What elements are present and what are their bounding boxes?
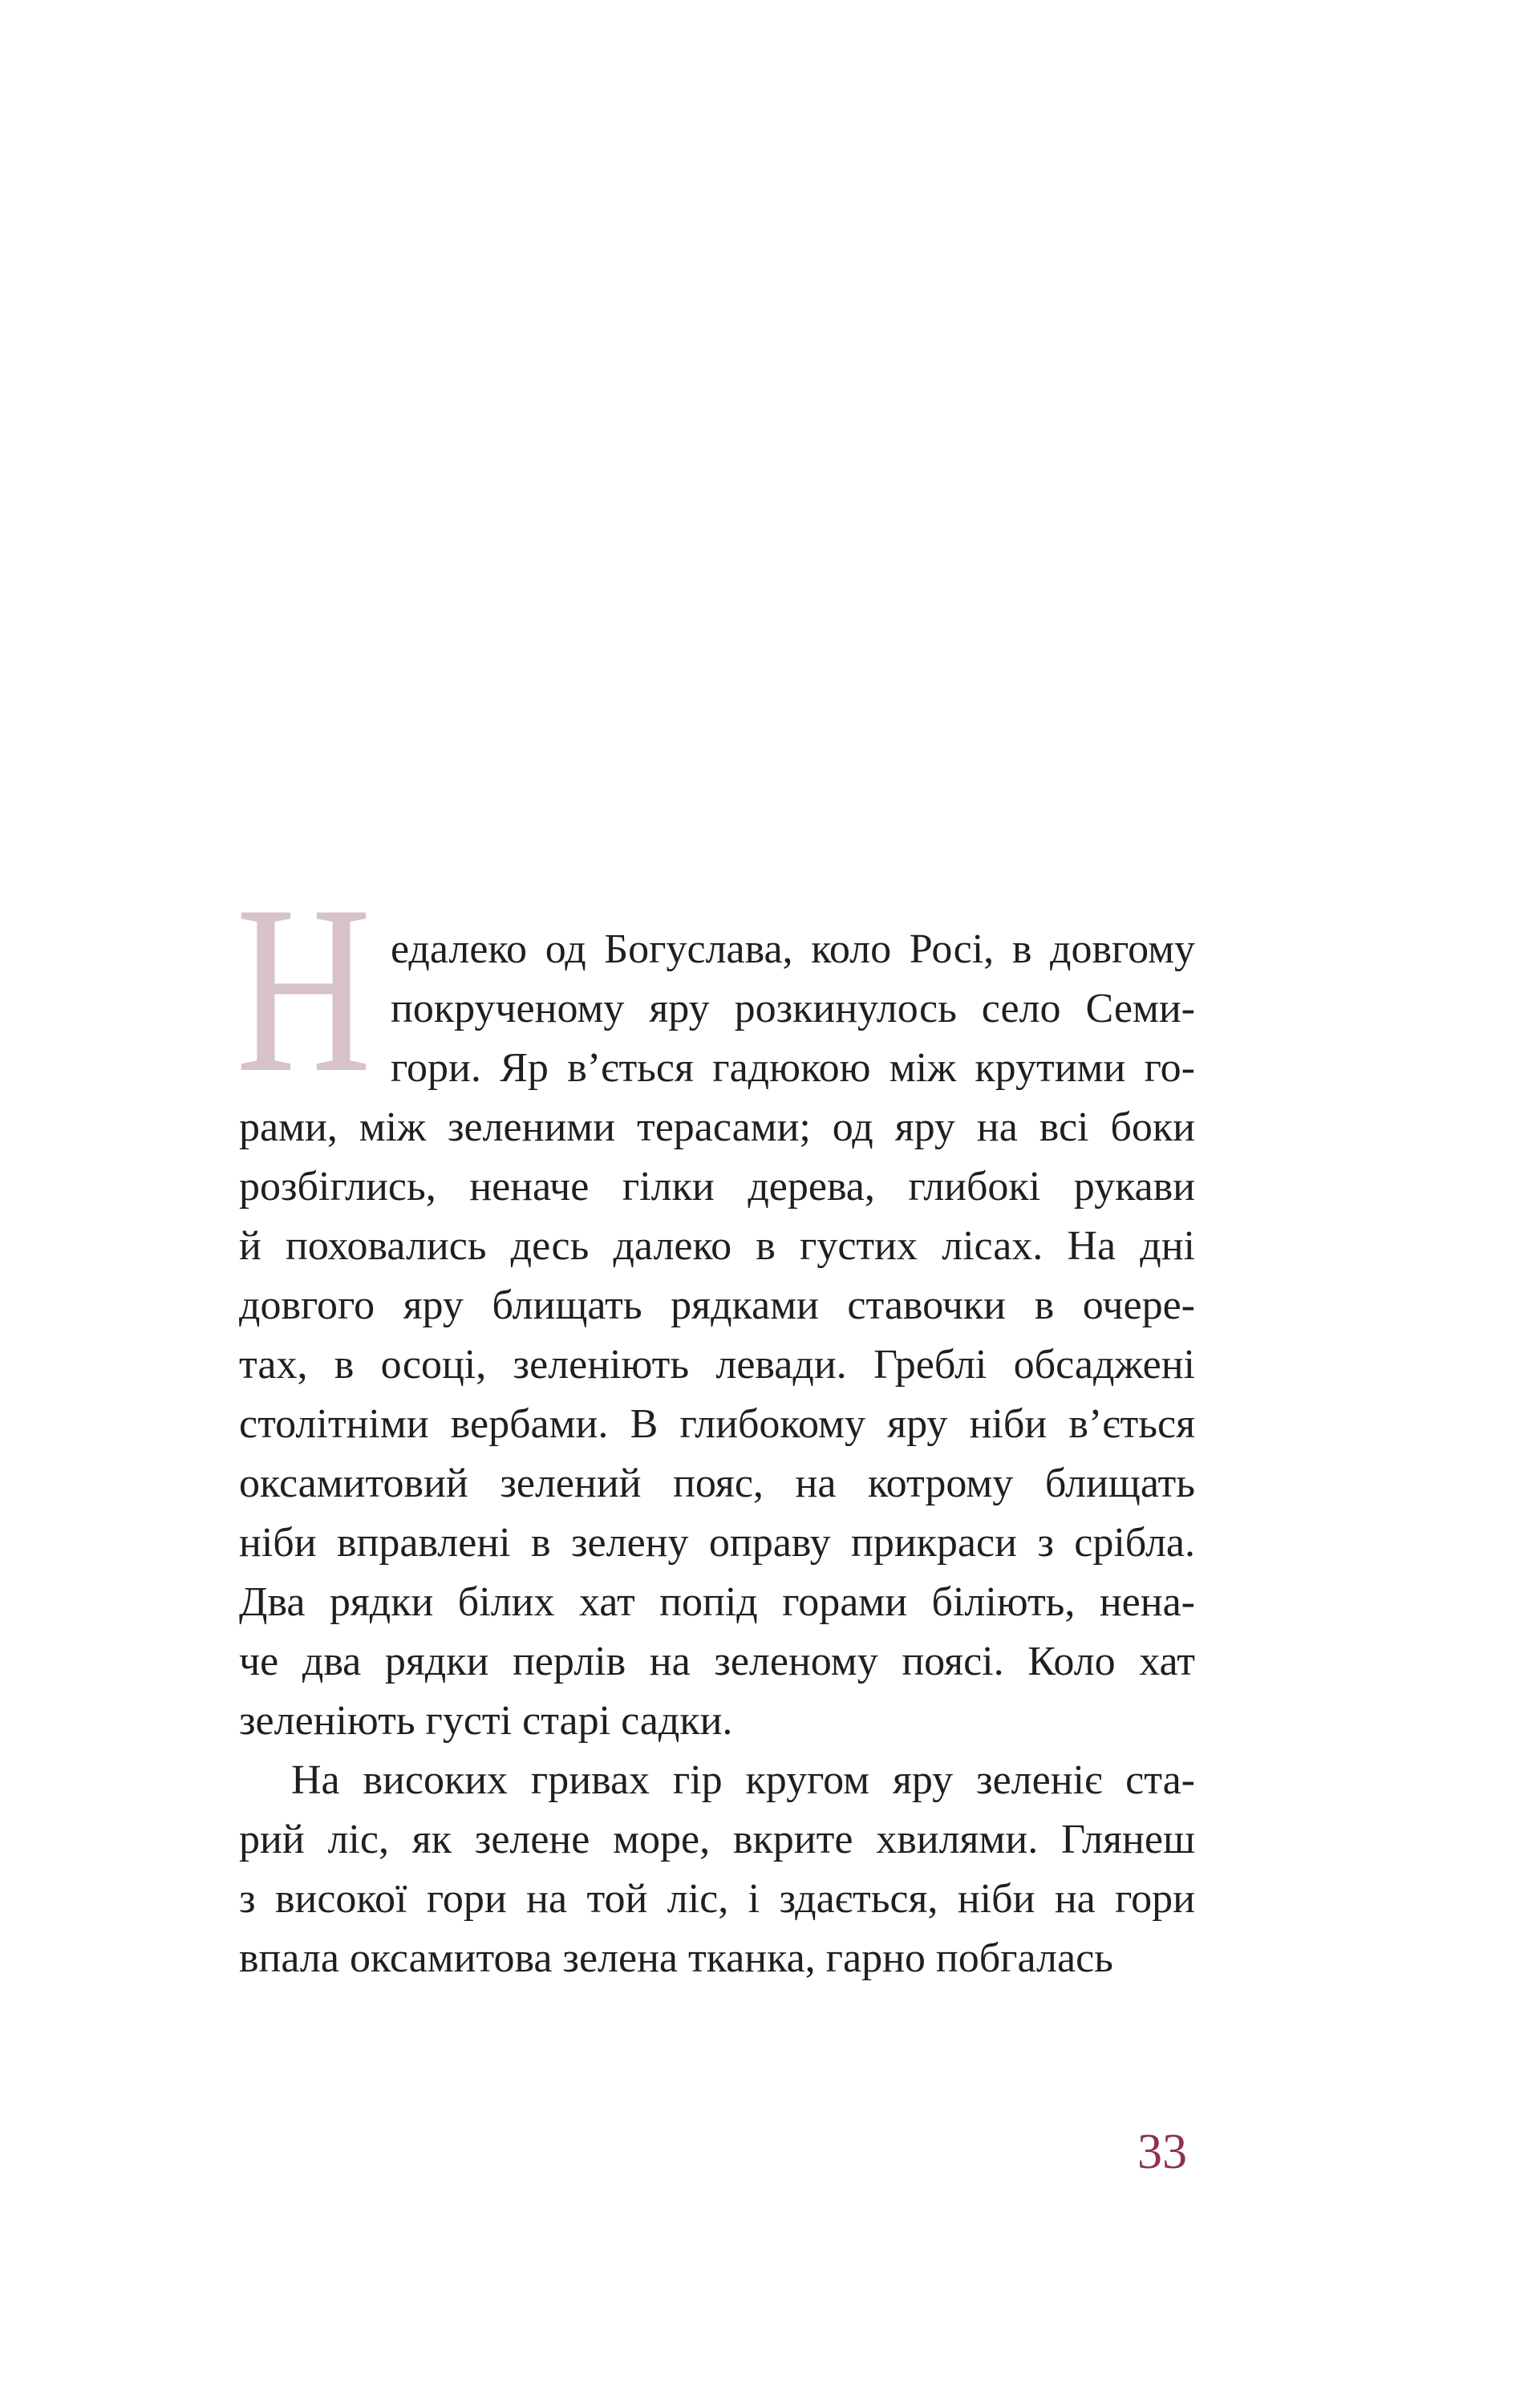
paragraph-opening: [236, 856, 1195, 1751]
text-line: покрученому яру розкинулось село Семи-: [391, 986, 1195, 1031]
text-line: гори. Яр в’ється гадюкою між крутими го-: [391, 1045, 1195, 1091]
text-line: Два рядки білих хат попід горами біліють, нена-: [239, 1579, 1195, 1625]
text-line: зеленіють густі старі садки.: [239, 1698, 733, 1744]
text-line: тах, в осоці, зеленіють левади. Греблі обсаджені: [239, 1342, 1195, 1388]
text-line: столітніми вербами. В глибокому яру ніби в’ється: [239, 1401, 1195, 1447]
text-line: рами, між зеленими терасами; од яру на всі боки: [239, 1104, 1195, 1150]
text-line: На високих гривах гір кругом яру зеленіє ста-: [291, 1757, 1195, 1803]
text-line: рий ліс, як зелене море, вкрите хвилями. Глянеш: [239, 1817, 1195, 1862]
text-line: оксамитовий зелений пояс, на котрому блищать: [239, 1461, 1195, 1506]
text-line: розбіглись, неначе гілки дерева, глибокі рукави: [239, 1164, 1195, 1210]
paragraph-opening-lines: [239, 920, 1195, 1751]
paragraph-second-lines: [239, 1751, 1195, 1988]
text-block: [236, 856, 1195, 1988]
paragraph-second: [239, 1751, 1195, 1988]
text-line: че два рядки перлів на зеленому поясі. Коло хат: [239, 1639, 1195, 1684]
text-line: довгого яру блищать рядками ставочки в очере-: [239, 1283, 1195, 1328]
text-line: з високої гори на той ліс, і здається, ніби на гори: [239, 1876, 1195, 1922]
text-line: й поховались десь далеко в густих лісах. На дні: [239, 1223, 1195, 1269]
page-number: 33: [1137, 2125, 1187, 2179]
text-line: ніби вправлені в зелену оправу прикраси з срібла.: [239, 1520, 1195, 1566]
drop-cap-letter: Н: [236, 856, 371, 1122]
text-line: впала оксамитова зелена тканка, гарно побгалась: [239, 1935, 1113, 1981]
text-line: едалеко од Богуслава, коло Росі, в довгому: [391, 926, 1195, 972]
